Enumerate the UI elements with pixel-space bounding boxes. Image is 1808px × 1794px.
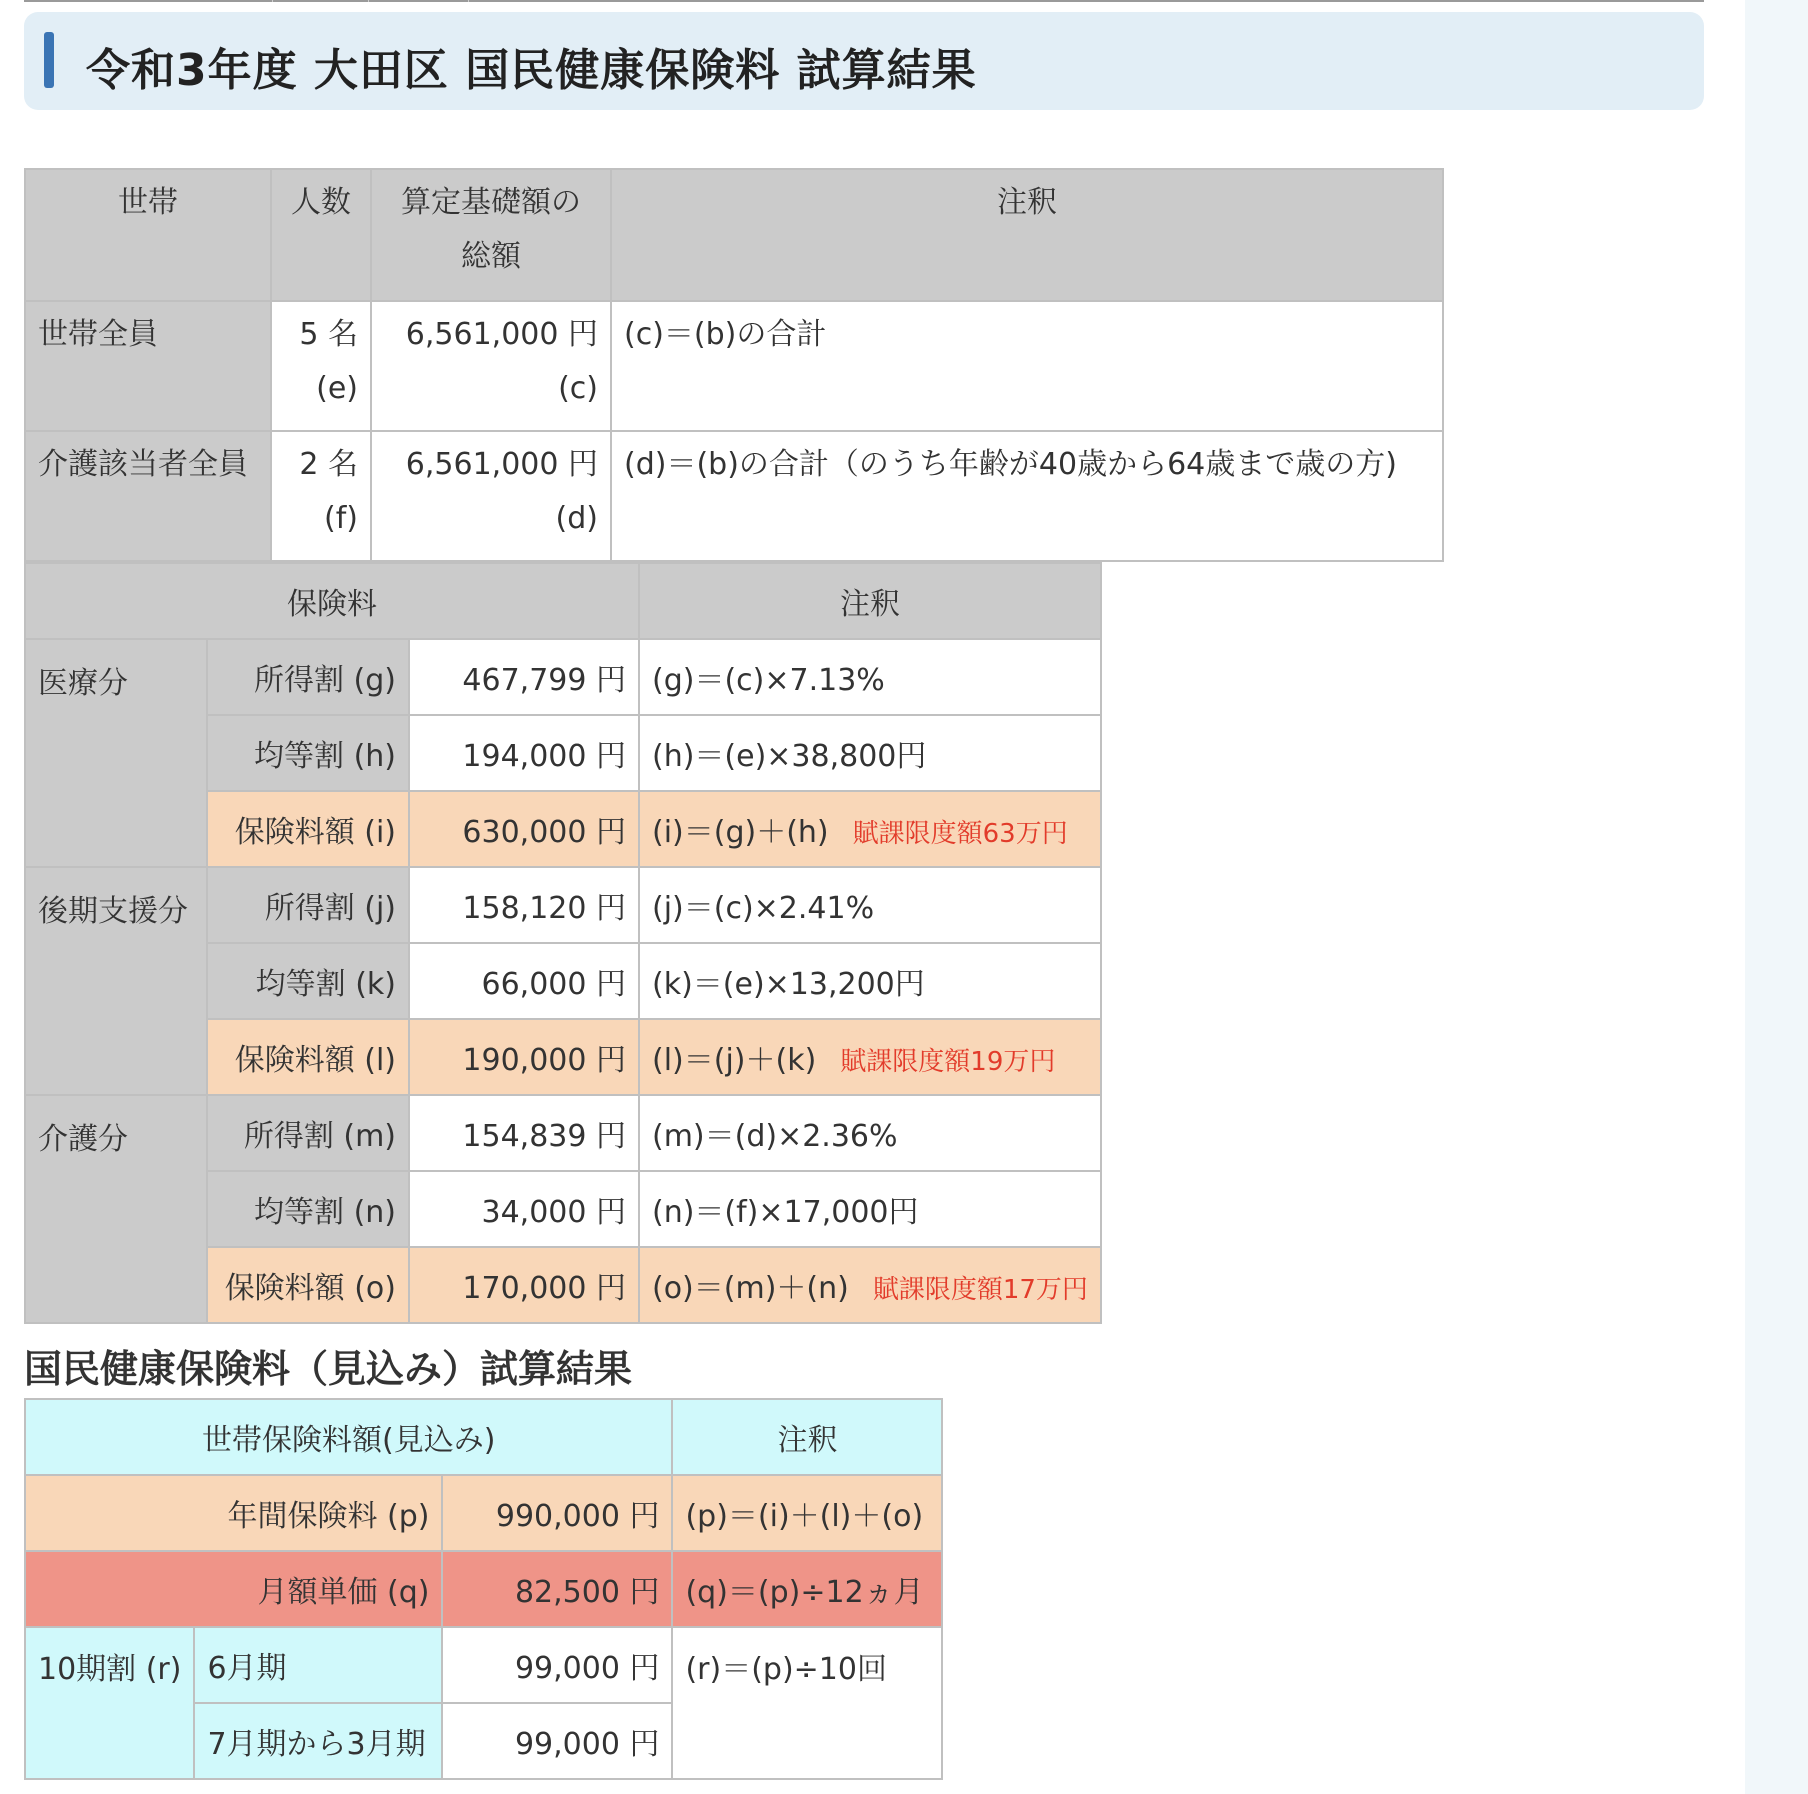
item-note	[639, 943, 1101, 1019]
header-basis-total	[371, 169, 611, 301]
formula: (i)＝(g)＋(h)	[652, 815, 829, 850]
member-count	[271, 431, 371, 561]
monthly-amount: 82,500 円	[442, 1551, 672, 1627]
row-note: (c)＝(b)の合計	[611, 301, 1443, 431]
item-label: 均等割 (h)	[207, 715, 409, 791]
item-note	[639, 867, 1101, 943]
header-count: 人数	[271, 169, 371, 301]
group-label-care: 介護分	[25, 1095, 207, 1323]
basis-amount	[371, 431, 611, 561]
page-title: 令和3年度 大田区 国民健康保険料 試算結果	[86, 45, 977, 96]
item-note	[639, 1247, 1101, 1323]
formula: (o)＝(m)＋(n)	[652, 1271, 849, 1306]
annual-label: 年間保険料 (p)	[25, 1475, 442, 1551]
table-row	[25, 639, 1101, 715]
item-amount: 170,000 円	[409, 1247, 639, 1323]
assessment-limit: 賦課限度額63万円	[852, 819, 1068, 849]
formula: (l)＝(j)＋(k)	[652, 1043, 817, 1078]
installment-note: (r)＝(p)÷10回	[672, 1627, 942, 1779]
row-label: 介護該当者全員	[25, 431, 271, 561]
header-note: 注釈	[672, 1399, 942, 1475]
result-heading	[24, 12, 1704, 110]
formula: (h)＝(e)×38,800円	[652, 739, 927, 774]
formula: (m)＝(d)×2.36%	[652, 1119, 898, 1154]
item-label: 保険料額 (l)	[207, 1019, 409, 1095]
period-label: 6月期	[194, 1627, 442, 1703]
formula: (j)＝(c)×2.41%	[652, 891, 875, 926]
item-note	[639, 715, 1101, 791]
count-value: 5 名	[299, 317, 358, 352]
item-amount: 158,120 円	[409, 867, 639, 943]
header-note: 注釈	[611, 169, 1443, 301]
monthly-row	[25, 1551, 942, 1627]
annual-amount: 990,000 円	[442, 1475, 672, 1551]
amount-value: 6,561,000 円	[405, 447, 598, 482]
heading-accent-bar	[44, 32, 54, 88]
annual-note: (p)＝(i)＋(l)＋(o)	[672, 1475, 942, 1551]
item-note	[639, 639, 1101, 715]
page-side-gutter	[1745, 0, 1808, 1794]
assessment-limit: 賦課限度額19万円	[840, 1047, 1056, 1077]
item-label: 所得割 (j)	[207, 867, 409, 943]
amount-symbol: (d)	[555, 501, 598, 536]
header-premium: 保険料	[25, 563, 639, 639]
assessment-limit: 賦課限度額17万円	[872, 1275, 1088, 1305]
item-label: 所得割 (m)	[207, 1095, 409, 1171]
item-note	[639, 1019, 1101, 1095]
group-label-support: 後期支援分	[25, 867, 207, 1095]
item-label: 保険料額 (o)	[207, 1247, 409, 1323]
header-household-estimate: 世帯保険料額(見込み)	[25, 1399, 672, 1475]
member-count	[271, 301, 371, 431]
item-label: 均等割 (k)	[207, 943, 409, 1019]
formula: (k)＝(e)×13,200円	[652, 967, 925, 1002]
header-note: 注釈	[639, 563, 1101, 639]
top-rule	[24, 0, 1704, 2]
item-label: 所得割 (g)	[207, 639, 409, 715]
item-amount: 190,000 円	[409, 1019, 639, 1095]
header-basis-total-line1: 算定基礎額の	[401, 185, 581, 220]
item-amount: 630,000 円	[409, 791, 639, 867]
amount-symbol: (c)	[558, 371, 598, 406]
premium-table	[24, 562, 1102, 1324]
basis-amount	[371, 301, 611, 431]
installment-label: 10期割 (r)	[25, 1627, 194, 1779]
amount-value: 6,561,000 円	[405, 317, 598, 352]
annual-row	[25, 1475, 942, 1551]
count-symbol: (e)	[316, 371, 358, 406]
monthly-note: (q)＝(p)÷12ヵ月	[672, 1551, 942, 1627]
item-note	[639, 1095, 1101, 1171]
header-basis-total-line2: 総額	[461, 239, 521, 274]
installment-row	[25, 1627, 942, 1703]
item-label: 保険料額 (i)	[207, 791, 409, 867]
count-value: 2 名	[299, 447, 358, 482]
estimate-title: 国民健康保険料（見込み）試算結果	[24, 1347, 633, 1391]
item-amount: 467,799 円	[409, 639, 639, 715]
item-note	[639, 791, 1101, 867]
formula: (n)＝(f)×17,000円	[652, 1195, 919, 1230]
item-amount: 154,839 円	[409, 1095, 639, 1171]
row-note: (d)＝(b)の合計（のうち年齢が40歳から64歳まで歳の方)	[611, 431, 1443, 561]
formula: (g)＝(c)×7.13%	[652, 663, 885, 698]
item-label: 均等割 (n)	[207, 1171, 409, 1247]
table-row	[25, 431, 1443, 561]
table-row	[25, 301, 1443, 431]
estimate-table	[24, 1398, 943, 1780]
period-label: 7月期から3月期	[194, 1703, 442, 1779]
monthly-label: 月額単価 (q)	[25, 1551, 442, 1627]
item-note	[639, 1171, 1101, 1247]
row-label: 世帯全員	[25, 301, 271, 431]
item-amount: 34,000 円	[409, 1171, 639, 1247]
basis-table	[24, 168, 1444, 562]
table-row	[25, 1095, 1101, 1171]
header-household: 世帯	[25, 169, 271, 301]
period-amount: 99,000 円	[442, 1703, 672, 1779]
item-amount: 194,000 円	[409, 715, 639, 791]
item-amount: 66,000 円	[409, 943, 639, 1019]
group-label-medical: 医療分	[25, 639, 207, 867]
table-row	[25, 867, 1101, 943]
count-symbol: (f)	[324, 501, 358, 536]
period-amount: 99,000 円	[442, 1627, 672, 1703]
